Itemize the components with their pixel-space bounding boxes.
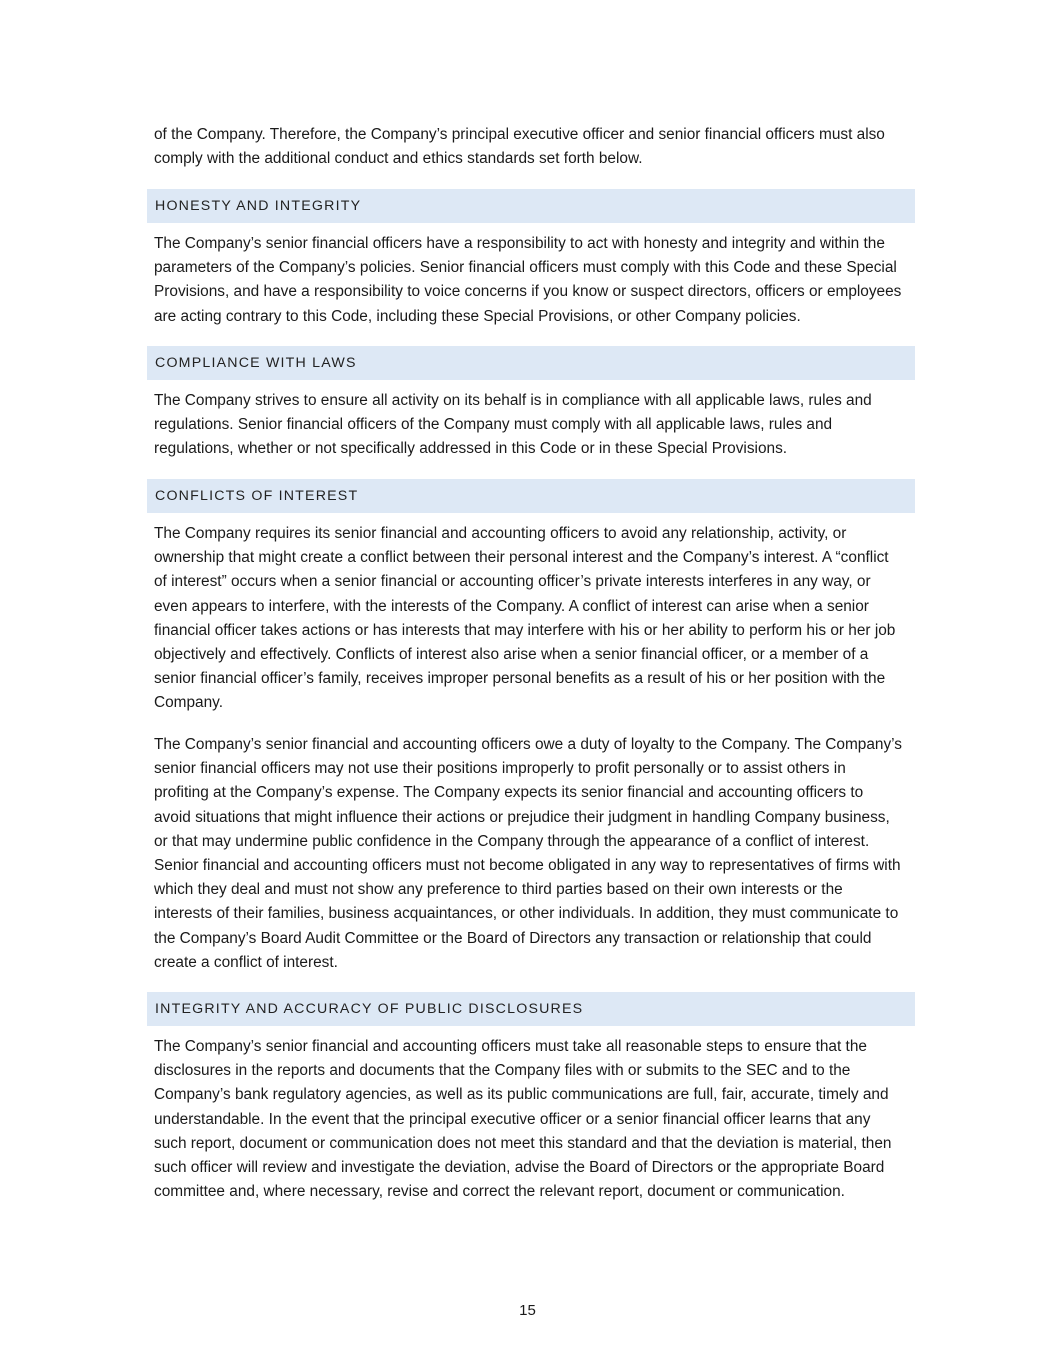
section-heading-text: HONESTY AND INTEGRITY [155, 198, 362, 214]
section-heading-text: CONFLICTS OF INTEREST [155, 488, 359, 504]
disclosures-paragraph: The Company’s senior financial and accounting officers must take all reasonable steps to ensure that the disclosures in the reports and documents that the Company files with or submits to the SEC and to the Company’s bank regulatory agencies, as well as its public communications are full, fair, accurate, timely and understandable. In the event that the principal executive officer or a senior financial officer learns that any such report, document or communication does not meet this standard and that the deviation is material, then such officer will review and investigate the deviation, advise the Board of Directors or the appropriate Board committee and, where necessary, revise and correct the relevant report, document or communication. [154, 1038, 892, 1201]
page-number: 15 [519, 1302, 536, 1319]
honesty-paragraph: The Company’s senior financial officers have a responsibility to act with honesty and integrity and within the parameters of the Company’s policies. Senior financial officers must comply with this Code and these Special Provisions, and have a responsibility to voice concerns if you know or suspect directors, officers or employees are acting contrary to this Code, including these Special Provisions, or other Company policies. [154, 235, 902, 325]
section-heading-public-disclosures [147, 992, 915, 1026]
intro-paragraph: of the Company. Therefore, the Company’s principal executive officer and senior financial officers must also comply with the additional conduct and ethics standards set forth below. [154, 126, 885, 168]
section-heading-conflicts-of-interest [147, 479, 915, 513]
section-heading-text: INTEGRITY AND ACCURACY OF PUBLIC DISCLOSURES [155, 1001, 584, 1017]
section-heading-text: COMPLIANCE WITH LAWS [155, 355, 357, 371]
conflicts-paragraph-1: The Company requires its senior financial and accounting officers to avoid any relationship, activity, or ownership that might create a conflict between their personal interest and the Company’s interest. A “conflict of interest” occurs when a senior financial or accounting officer’s private interests interferes in any way, or even appears to interfere, with the interests of the Company. A conflict of interest can arise when a senior financial officer takes actions or has interests that may interfere with his or her ability to perform his or her job objectively and effectively. Conflicts of interest also arise when a senior financial officer, or a member of a senior financial officer’s family, receives improper personal benefits as a result of his or her position with the Company. [154, 525, 896, 712]
section-heading-honesty-and-integrity [147, 189, 915, 223]
compliance-paragraph: The Company strives to ensure all activity on its behalf is in compliance with all applicable laws, rules and regulations. Senior financial officers of the Company must comply with all applicable laws, rules and regulations, whether or not specifically addressed in this Code or in these Special Provisions. [154, 392, 872, 458]
section-heading-compliance-with-laws [147, 346, 915, 380]
conflicts-paragraph-2: The Company’s senior financial and accounting officers owe a duty of loyalty to the Company. The Company’s senior financial officers may not use their positions improperly to profit personally or to assist others in profiting at the Company’s expense. The Company expects its senior financial and accounting officers to avoid situations that might influence their actions or prejudice their judgment in handling Company business, or that may undermine public confidence in the Company through the appearance of a conflict of interest. Senior financial and accounting officers must not become obligated in any way to representatives of firms with which they deal and must not show any preference to third parties based on their own interests or the interests of their families, business acquaintances, or other individuals. In addition, they must communicate to the Company’s Board Audit Committee or the Board of Directors any transaction or relationship that could create a conflict of interest. [154, 736, 903, 971]
